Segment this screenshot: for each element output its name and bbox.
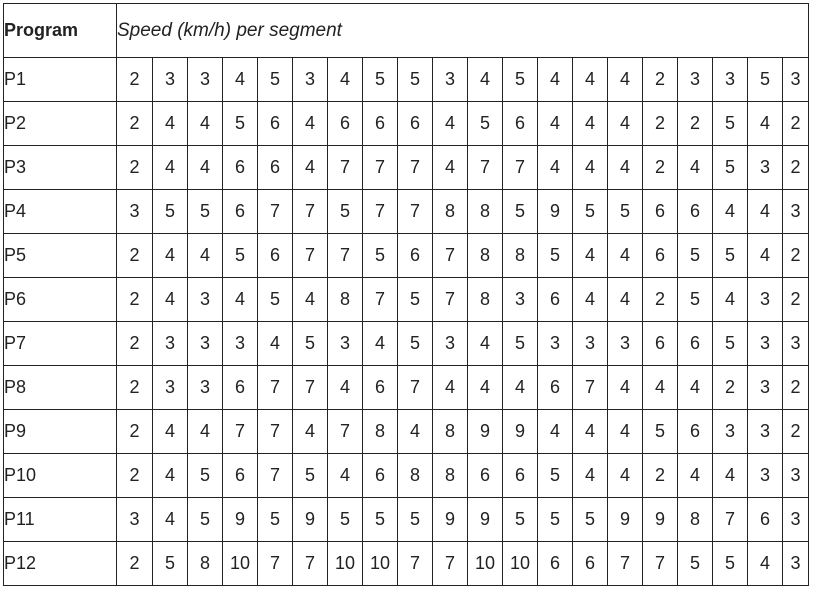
speed-value-cell: 3	[748, 322, 783, 366]
speed-value-cell: 6	[328, 102, 363, 146]
speed-value-cell: 4	[713, 278, 748, 322]
speed-value-cell: 7	[363, 190, 398, 234]
speed-value-cell: 3	[748, 366, 783, 410]
speed-value-cell: 3	[573, 322, 608, 366]
speed-value-cell: 2	[117, 102, 153, 146]
speed-value-cell: 5	[503, 58, 538, 102]
speed-value-cell: 7	[398, 146, 433, 190]
speed-value-cell: 4	[538, 102, 573, 146]
speed-value-cell: 3	[748, 278, 783, 322]
speed-value-cell: 3	[748, 146, 783, 190]
speed-value-cell: 4	[608, 278, 643, 322]
speed-value-cell: 5	[538, 234, 573, 278]
speed-value-cell: 2	[117, 58, 153, 102]
program-label: P9	[4, 410, 117, 454]
speed-value-cell: 4	[573, 234, 608, 278]
speed-value-cell: 9	[223, 498, 258, 542]
speed-value-cell: 2	[117, 454, 153, 498]
speed-value-cell: 4	[748, 102, 783, 146]
speed-value-cell: 5	[713, 102, 748, 146]
speed-value-cell: 5	[223, 234, 258, 278]
program-label: P1	[4, 58, 117, 102]
speed-value-cell: 4	[468, 366, 503, 410]
speed-value-cell: 4	[328, 366, 363, 410]
speed-value-cell: 4	[153, 498, 188, 542]
speed-value-cell: 7	[258, 542, 293, 586]
speed-value-cell: 5	[258, 498, 293, 542]
speed-value-cell: 9	[503, 410, 538, 454]
speed-value-cell: 4	[398, 410, 433, 454]
speed-value-cell: 4	[573, 410, 608, 454]
speed-value-cell: 5	[503, 498, 538, 542]
speed-value-cell: 4	[258, 322, 293, 366]
speed-value-cell: 3	[503, 278, 538, 322]
speed-value-cell: 10	[223, 542, 258, 586]
table-row	[4, 542, 809, 586]
speed-value-cell: 3	[153, 58, 188, 102]
speed-value-cell: 7	[258, 190, 293, 234]
speed-value-cell: 4	[573, 102, 608, 146]
speed-value-cell: 8	[678, 498, 713, 542]
speed-value-cell: 5	[713, 146, 748, 190]
speed-value-cell: 8	[433, 410, 468, 454]
speed-value-cell: 4	[293, 410, 328, 454]
speed-value-cell: 10	[328, 542, 363, 586]
speed-value-cell: 3	[783, 322, 809, 366]
speed-value-cell: 7	[328, 410, 363, 454]
speed-value-cell: 4	[433, 366, 468, 410]
speed-value-cell: 4	[188, 146, 223, 190]
speed-value-cell: 5	[503, 190, 538, 234]
speed-value-cell: 5	[153, 190, 188, 234]
speed-value-cell: 6	[363, 102, 398, 146]
speed-value-cell: 6	[258, 102, 293, 146]
speed-value-cell: 5	[713, 234, 748, 278]
speed-value-cell: 6	[573, 542, 608, 586]
speed-value-cell: 6	[503, 454, 538, 498]
speed-value-cell: 7	[258, 366, 293, 410]
speed-value-cell: 5	[713, 322, 748, 366]
speed-value-cell: 4	[293, 146, 328, 190]
table-row	[4, 454, 809, 498]
speed-value-cell: 8	[468, 190, 503, 234]
speed-value-cell: 7	[643, 542, 678, 586]
table-row	[4, 146, 809, 190]
speed-value-cell: 6	[643, 322, 678, 366]
speed-value-cell: 4	[573, 58, 608, 102]
speed-value-cell: 3	[783, 454, 809, 498]
speed-value-cell: 5	[363, 498, 398, 542]
speed-value-cell: 5	[328, 190, 363, 234]
speed-value-cell: 6	[678, 410, 713, 454]
speed-value-cell: 4	[503, 366, 538, 410]
speed-value-cell: 7	[398, 190, 433, 234]
speed-value-cell: 6	[223, 454, 258, 498]
speed-value-cell: 6	[258, 146, 293, 190]
speed-value-cell: 5	[573, 498, 608, 542]
speed-value-cell: 8	[503, 234, 538, 278]
speed-value-cell: 7	[433, 542, 468, 586]
speed-value-cell: 3	[748, 454, 783, 498]
speed-value-cell: 4	[748, 190, 783, 234]
speed-value-cell: 8	[398, 454, 433, 498]
speed-value-cell: 5	[328, 498, 363, 542]
speed-value-cell: 4	[293, 278, 328, 322]
table-row	[4, 58, 809, 102]
speed-value-cell: 4	[363, 322, 398, 366]
speed-value-cell: 3	[783, 58, 809, 102]
program-label: P7	[4, 322, 117, 366]
speed-value-cell: 7	[293, 234, 328, 278]
speed-value-cell: 7	[328, 146, 363, 190]
speed-value-cell: 3	[538, 322, 573, 366]
speed-value-cell: 4	[608, 410, 643, 454]
speed-value-cell: 4	[573, 278, 608, 322]
program-label: P5	[4, 234, 117, 278]
program-label: P10	[4, 454, 117, 498]
speed-value-cell: 7	[293, 542, 328, 586]
speed-value-cell: 10	[363, 542, 398, 586]
speed-value-cell: 3	[188, 366, 223, 410]
speed-value-cell: 2	[643, 102, 678, 146]
speed-value-cell: 4	[608, 454, 643, 498]
speed-value-cell: 7	[363, 278, 398, 322]
speed-value-cell: 6	[538, 542, 573, 586]
speed-value-cell: 5	[678, 278, 713, 322]
speed-value-cell: 3	[153, 322, 188, 366]
speed-value-cell: 6	[398, 234, 433, 278]
speed-value-cell: 3	[293, 58, 328, 102]
speed-value-cell: 4	[153, 146, 188, 190]
speed-value-cell: 3	[608, 322, 643, 366]
speed-value-cell: 5	[258, 58, 293, 102]
speed-value-cell: 4	[188, 410, 223, 454]
speed-value-cell: 5	[678, 234, 713, 278]
speed-table	[3, 3, 809, 586]
speed-value-cell: 4	[678, 146, 713, 190]
speed-value-cell: 5	[678, 542, 713, 586]
speed-value-cell: 3	[783, 498, 809, 542]
speed-value-cell: 7	[433, 234, 468, 278]
speed-value-cell: 2	[783, 366, 809, 410]
speed-value-cell: 4	[433, 102, 468, 146]
speed-value-cell: 8	[468, 234, 503, 278]
speed-value-cell: 5	[503, 322, 538, 366]
speed-value-cell: 7	[398, 366, 433, 410]
speed-value-cell: 7	[398, 542, 433, 586]
speed-value-cell: 5	[748, 58, 783, 102]
speed-value-cell: 6	[223, 146, 258, 190]
program-column-header: Program	[4, 4, 117, 58]
speed-value-cell: 5	[188, 454, 223, 498]
speed-value-cell: 5	[398, 498, 433, 542]
speed-value-cell: 2	[117, 234, 153, 278]
table-row	[4, 366, 809, 410]
speed-value-cell: 4	[713, 454, 748, 498]
program-label: P4	[4, 190, 117, 234]
speed-value-cell: 8	[363, 410, 398, 454]
speed-value-cell: 5	[398, 58, 433, 102]
speed-value-cell: 4	[608, 234, 643, 278]
speed-value-cell: 4	[538, 146, 573, 190]
speed-value-cell: 5	[538, 498, 573, 542]
speed-value-cell: 3	[783, 542, 809, 586]
speed-value-cell: 2	[783, 234, 809, 278]
speed-value-cell: 7	[328, 234, 363, 278]
speed-value-cell: 6	[503, 102, 538, 146]
speed-value-cell: 6	[468, 454, 503, 498]
speed-value-cell: 2	[783, 102, 809, 146]
speed-value-cell: 6	[258, 234, 293, 278]
table-row	[4, 322, 809, 366]
speed-value-cell: 4	[293, 102, 328, 146]
speed-value-cell: 4	[328, 454, 363, 498]
speed-value-cell: 2	[643, 146, 678, 190]
table-row	[4, 102, 809, 146]
speed-value-cell: 5	[363, 234, 398, 278]
speed-value-cell: 4	[643, 366, 678, 410]
speed-value-cell: 5	[363, 58, 398, 102]
speed-value-cell: 2	[783, 146, 809, 190]
speed-value-cell: 5	[573, 190, 608, 234]
speed-value-cell: 6	[678, 322, 713, 366]
speed-value-cell: 4	[608, 146, 643, 190]
speed-value-cell: 7	[503, 146, 538, 190]
speed-value-cell: 3	[188, 278, 223, 322]
speed-value-cell: 4	[153, 102, 188, 146]
speed-value-cell: 4	[328, 58, 363, 102]
speed-value-cell: 4	[153, 234, 188, 278]
speed-value-cell: 4	[608, 58, 643, 102]
speed-value-cell: 7	[223, 410, 258, 454]
speed-value-cell: 2	[117, 410, 153, 454]
speed-value-cell: 4	[188, 234, 223, 278]
speed-value-cell: 9	[643, 498, 678, 542]
speed-value-cell: 6	[223, 190, 258, 234]
speed-value-cell: 3	[188, 322, 223, 366]
speed-value-cell: 4	[153, 410, 188, 454]
speed-value-cell: 5	[713, 542, 748, 586]
speed-value-cell: 8	[433, 454, 468, 498]
speed-value-cell: 5	[468, 102, 503, 146]
speed-value-cell: 5	[258, 278, 293, 322]
program-label: P12	[4, 542, 117, 586]
speed-value-cell: 4	[678, 454, 713, 498]
table-row	[4, 410, 809, 454]
speed-value-cell: 4	[468, 58, 503, 102]
speed-value-cell: 7	[363, 146, 398, 190]
speed-value-cell: 5	[643, 410, 678, 454]
speed-value-cell: 8	[433, 190, 468, 234]
speed-value-cell: 4	[538, 58, 573, 102]
speed-value-cell: 4	[538, 410, 573, 454]
speed-value-cell: 9	[468, 498, 503, 542]
speed-value-cell: 4	[153, 278, 188, 322]
table-row	[4, 234, 809, 278]
speed-value-cell: 7	[258, 410, 293, 454]
speed-value-cell: 2	[117, 278, 153, 322]
speed-value-cell: 2	[643, 58, 678, 102]
speed-value-cell: 3	[678, 58, 713, 102]
speed-value-cell: 6	[538, 278, 573, 322]
table-body	[4, 4, 809, 586]
table-row	[4, 278, 809, 322]
header-row	[4, 4, 809, 58]
speed-value-cell: 2	[643, 278, 678, 322]
speed-value-cell: 5	[223, 102, 258, 146]
speed-value-cell: 3	[188, 58, 223, 102]
speed-value-cell: 2	[713, 366, 748, 410]
speed-value-cell: 2	[117, 146, 153, 190]
speed-value-cell: 3	[223, 322, 258, 366]
speed-value-cell: 6	[363, 366, 398, 410]
speed-value-cell: 7	[713, 498, 748, 542]
program-label: P2	[4, 102, 117, 146]
program-label: P3	[4, 146, 117, 190]
table-row	[4, 190, 809, 234]
speed-value-cell: 3	[783, 190, 809, 234]
speed-value-cell: 5	[538, 454, 573, 498]
speed-value-cell: 6	[363, 454, 398, 498]
speed-value-cell: 7	[468, 146, 503, 190]
speed-value-cell: 5	[398, 278, 433, 322]
speed-value-cell: 5	[293, 454, 328, 498]
speed-value-cell: 6	[398, 102, 433, 146]
speed-value-cell: 7	[293, 366, 328, 410]
speed-value-cell: 2	[117, 366, 153, 410]
speed-value-cell: 9	[433, 498, 468, 542]
speed-value-cell: 4	[608, 102, 643, 146]
speed-value-cell: 4	[573, 146, 608, 190]
speed-value-cell: 8	[188, 542, 223, 586]
speed-value-cell: 4	[573, 454, 608, 498]
speed-value-cell: 3	[328, 322, 363, 366]
speed-value-cell: 2	[643, 454, 678, 498]
speed-value-cell: 3	[748, 410, 783, 454]
speed-value-cell: 5	[293, 322, 328, 366]
speed-value-cell: 8	[468, 278, 503, 322]
speed-value-cell: 4	[223, 278, 258, 322]
speed-value-cell: 3	[433, 58, 468, 102]
speed-value-cell: 2	[678, 102, 713, 146]
speed-value-cell: 5	[188, 190, 223, 234]
speed-value-cell: 4	[433, 146, 468, 190]
program-label: P6	[4, 278, 117, 322]
speed-value-cell: 7	[258, 454, 293, 498]
speed-value-cell: 4	[608, 366, 643, 410]
speed-value-cell: 7	[608, 542, 643, 586]
speed-value-cell: 3	[433, 322, 468, 366]
speed-value-cell: 3	[713, 410, 748, 454]
speed-value-cell: 3	[117, 498, 153, 542]
speed-value-cell: 7	[433, 278, 468, 322]
speed-value-cell: 3	[713, 58, 748, 102]
speed-value-cell: 9	[468, 410, 503, 454]
speed-value-cell: 10	[468, 542, 503, 586]
speed-value-cell: 5	[153, 542, 188, 586]
speed-value-cell: 4	[713, 190, 748, 234]
speed-value-cell: 2	[117, 542, 153, 586]
speed-value-cell: 10	[503, 542, 538, 586]
speed-value-cell: 5	[608, 190, 643, 234]
program-label: P11	[4, 498, 117, 542]
table-row	[4, 498, 809, 542]
speed-value-cell: 4	[678, 366, 713, 410]
speed-value-cell: 6	[678, 190, 713, 234]
speed-value-cell: 9	[293, 498, 328, 542]
speed-value-cell: 4	[188, 102, 223, 146]
speed-value-cell: 2	[783, 410, 809, 454]
speed-column-header: Speed (km/h) per segment	[117, 4, 809, 58]
speed-value-cell: 4	[748, 234, 783, 278]
speed-value-cell: 3	[153, 366, 188, 410]
speed-value-cell: 7	[573, 366, 608, 410]
speed-value-cell: 6	[223, 366, 258, 410]
speed-value-cell: 6	[643, 234, 678, 278]
speed-value-cell: 6	[538, 366, 573, 410]
speed-value-cell: 2	[783, 278, 809, 322]
speed-value-cell: 4	[153, 454, 188, 498]
speed-value-cell: 6	[748, 498, 783, 542]
speed-value-cell: 5	[188, 498, 223, 542]
speed-value-cell: 3	[117, 190, 153, 234]
program-label: P8	[4, 366, 117, 410]
speed-value-cell: 9	[608, 498, 643, 542]
speed-value-cell: 8	[328, 278, 363, 322]
speed-value-cell: 4	[223, 58, 258, 102]
speed-value-cell: 4	[748, 542, 783, 586]
speed-value-cell: 2	[117, 322, 153, 366]
speed-value-cell: 4	[468, 322, 503, 366]
speed-value-cell: 9	[538, 190, 573, 234]
speed-value-cell: 5	[398, 322, 433, 366]
speed-value-cell: 7	[293, 190, 328, 234]
speed-value-cell: 6	[643, 190, 678, 234]
